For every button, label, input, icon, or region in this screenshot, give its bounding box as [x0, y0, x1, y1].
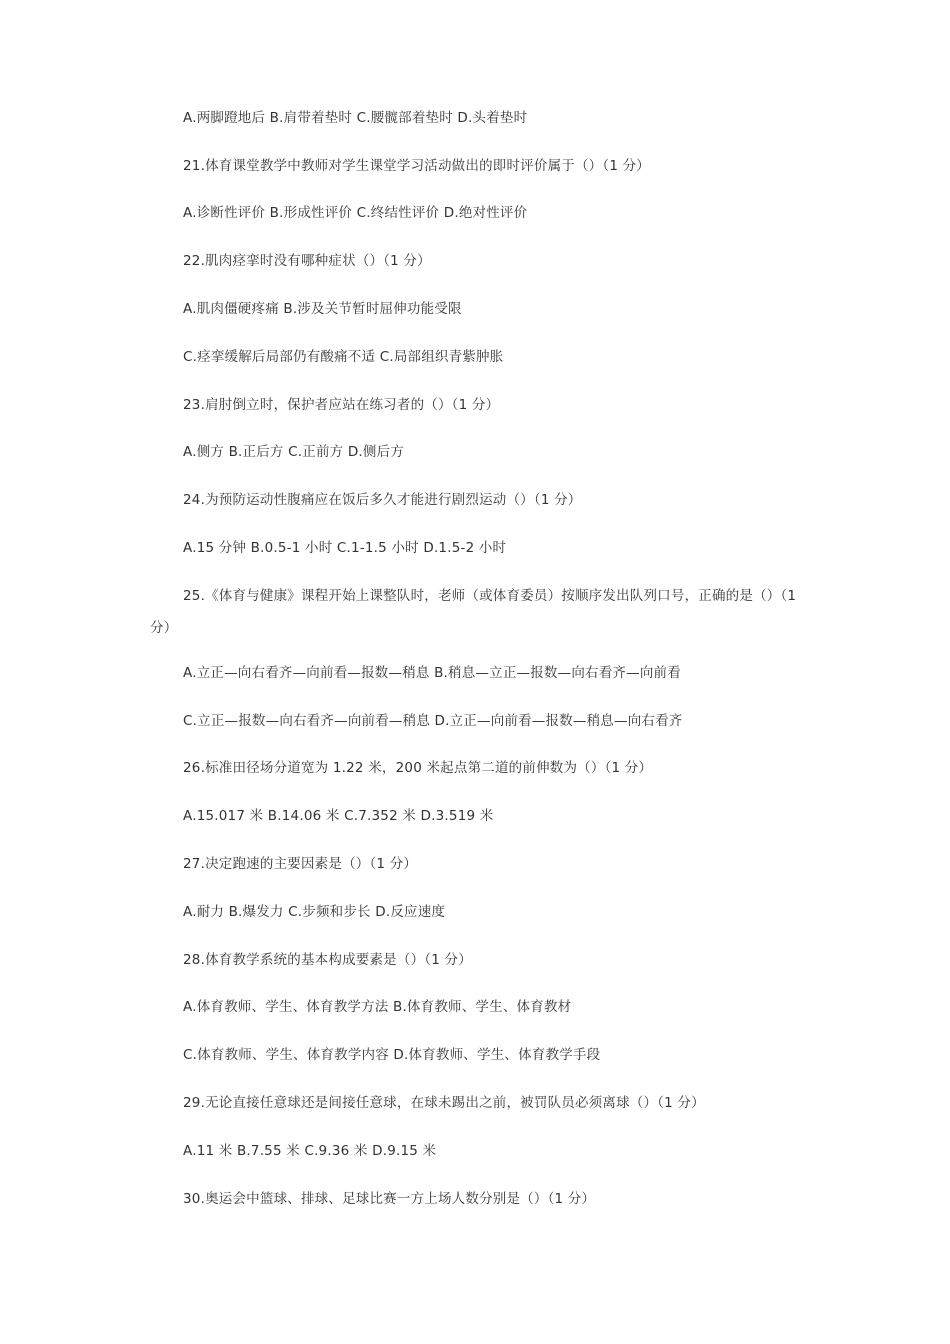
- option-line-22a: A.肌肉僵硬疼痛 B.涉及关节暂时屈伸功能受限: [183, 301, 462, 317]
- option-line-20: A.两脚蹬地后 B.肩带着垫时 C.腰髋部着垫时 D.头着垫时: [183, 110, 528, 126]
- option-line-21: A.诊断性评价 B.形成性评价 C.终结性评价 D.绝对性评价: [183, 205, 528, 221]
- question-24: 24.为预防运动性腹痛应在饭后多久才能进行剧烈运动（）（1 分）: [183, 492, 582, 508]
- option-line-29: A.11 米 B.7.55 米 C.9.36 米 D.9.15 米: [183, 1143, 437, 1159]
- question-23: 23.肩肘倒立时，保护者应站在练习者的（）（1 分）: [183, 397, 500, 413]
- option-line-25a: A.立正—向右看齐—向前看—报数—稍息 B.稍息—立正—报数—向右看齐—向前看: [183, 665, 681, 681]
- question-29: 29.无论直接任意球还是间接任意球，在球未踢出之前，被罚队员必须离球（）（1 分）: [183, 1095, 705, 1111]
- option-line-25b: C.立正—报数—向右看齐—向前看—稍息 D.立正—向前看—报数—稍息—向右看齐: [183, 713, 683, 729]
- question-21: 21.体育课堂教学中教师对学生课堂学习活动做出的即时评价属于（）（1 分）: [183, 158, 650, 174]
- option-line-28a: A.体育教师、学生、体育教学方法 B.体育教师、学生、体育教材: [183, 999, 572, 1015]
- option-line-24: A.15 分钟 B.0.5-1 小时 C.1-1.5 小时 D.1.5-2 小时: [183, 540, 507, 556]
- question-28: 28.体育教学系统的基本构成要素是（）（1 分）: [183, 952, 472, 968]
- option-line-23: A.侧方 B.正后方 C.正前方 D.侧后方: [183, 444, 405, 460]
- option-line-26: A.15.017 米 B.14.06 米 C.7.352 米 D.3.519 米: [183, 808, 494, 824]
- option-line-27: A.耐力 B.爆发力 C.步频和步长 D.反应速度: [183, 904, 446, 920]
- question-27: 27.决定跑速的主要因素是（）（1 分）: [183, 856, 418, 872]
- question-22: 22.肌肉痉挛时没有哪种症状（）（1 分）: [183, 253, 431, 269]
- option-line-28b: C.体育教师、学生、体育教学内容 D.体育教师、学生、体育教学手段: [183, 1047, 601, 1063]
- question-30: 30.奥运会中篮球、排球、足球比赛一方上场人数分别是（）（1 分）: [183, 1191, 596, 1207]
- question-25: 25.《体育与健康》课程开始上课整队时，老师（或体育委员）按顺序发出队列口号，正确的是（）（1 分）: [150, 588, 797, 636]
- option-line-22b: C.痉挛缓解后局部仍有酸痛不适 C.局部组织青紫肿胀: [183, 349, 504, 365]
- question-26: 26.标准田径场分道宽为 1.22 米，200 米起点第二道的前伸数为（）（1 分）: [183, 760, 653, 776]
